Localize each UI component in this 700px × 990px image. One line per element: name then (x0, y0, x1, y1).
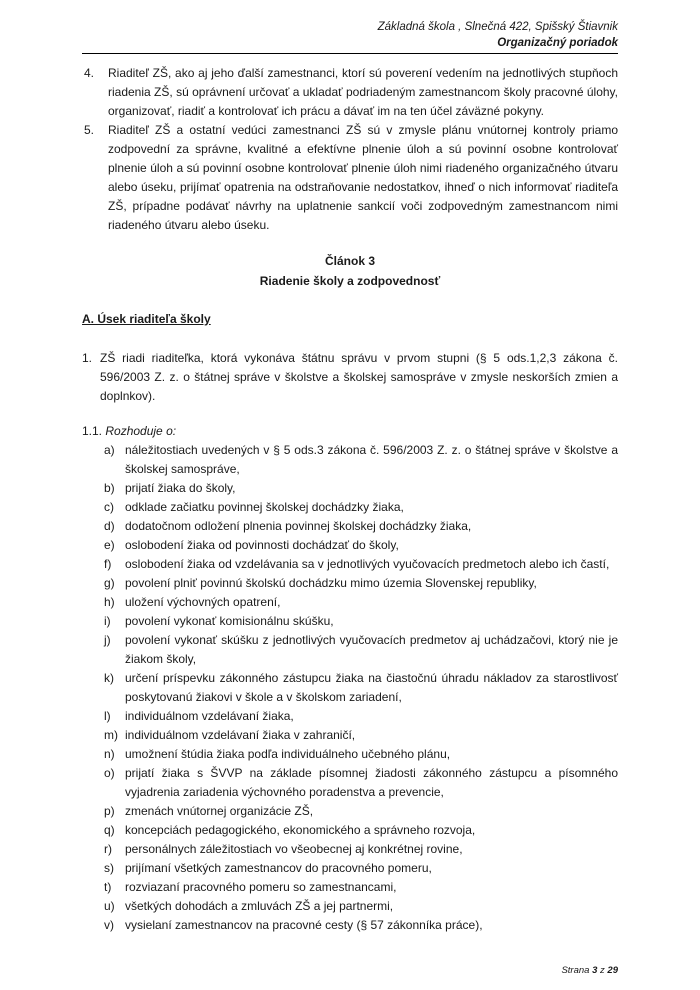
list-item-text: povolení plniť povinnú školskú dochádzku mimo územia Slovenskej republiky, (125, 576, 537, 590)
header-divider (82, 53, 618, 54)
list-item-text: oslobodení žiaka od vzdelávania sa v jednotlivých vyučovacích predmetoch alebo ich častí, (125, 557, 610, 571)
paragraph-5 (82, 121, 618, 235)
list-item-marker: a) (104, 443, 115, 457)
list-item (82, 555, 618, 574)
header-document-title: Organizačný poriadok (497, 37, 618, 49)
list-item (82, 802, 618, 821)
list-item-marker: l) (104, 709, 111, 723)
paragraph-text: Riaditeľ ZŠ, ako aj jeho ďalší zamestnanci, ktorí sú poverení vedením na jednotlivých stupňoch riadenia ZŠ, sú oprávnení určovať a ukladať podriadeným zamestnancom školy pracovné úlohy, organizovať, riadiť a kontrolovať ich prácu a dávať im na ten účel záväzné pokyny. (108, 66, 618, 118)
list-item-marker: j) (104, 633, 111, 647)
list-item-text: vysielaní zamestnancov na pracovné cesty (§ 57 zákonníka práce), (125, 918, 483, 932)
list-item-marker: i) (104, 614, 111, 628)
list-item (82, 764, 618, 802)
list-item-marker: g) (104, 576, 115, 590)
list-item-text: náležitostiach uvedených v § 5 ods.3 zákona č. 596/2003 Z. z. o štátnej správe v školstve a školskej samospráve, (125, 443, 618, 476)
list-item-text: oslobodení žiaka od povinnosti dochádzať do školy, (125, 538, 399, 552)
page-number: 3 (592, 965, 598, 976)
list-item-marker: u) (104, 899, 115, 913)
list-item (82, 821, 618, 840)
list-item (82, 859, 618, 878)
list-item-text: individuálnom vzdelávaní žiaka, (125, 709, 294, 723)
list-item-marker: b) (104, 481, 115, 495)
list-item (82, 574, 618, 593)
list-item-text: uložení výchovných opatrení, (125, 595, 281, 609)
list-item-marker: q) (104, 823, 115, 837)
list-item (82, 669, 618, 707)
list-item-marker: c) (104, 500, 114, 514)
page-label: Strana (561, 965, 590, 976)
list-item-marker: f) (104, 557, 112, 571)
page-header (378, 19, 618, 51)
list-item-text: všetkých dohodách a zmluvách ZŠ a jej partnermi, (125, 899, 394, 913)
section-heading: A. Úsek riaditeľa školy (82, 312, 211, 326)
list-item (82, 631, 618, 669)
list-item-text: určení príspevku zákonného zástupcu žiaka na čiastočnú úhradu nákladov za starostlivosť poskytovanú žiakovi v škole a v školskom zariadení, (125, 671, 618, 704)
list-item (82, 536, 618, 555)
list-item-marker: v) (104, 918, 114, 932)
decision-list (82, 441, 618, 935)
list-item-marker: s) (104, 861, 114, 875)
list-item-marker: e) (104, 538, 115, 552)
subsection-number: 1.1. (82, 424, 103, 438)
list-item-text: prijatí žiaka s ŠVVP na základe písomnej žiadosti zákonného zástupcu a písomného vyjadrenia zariadenia výchovného poradenstva a prevencie, (125, 766, 618, 799)
list-item-marker: p) (104, 804, 115, 818)
list-item-text: koncepciách pedagogického, ekonomického a správneho rozvoja, (125, 823, 476, 837)
paragraph-4 (82, 64, 618, 121)
list-item-text: povolení vykonať komisionálnu skúšku, (125, 614, 334, 628)
list-item (82, 479, 618, 498)
list-item-marker: h) (104, 595, 115, 609)
list-item-marker: n) (104, 747, 115, 761)
list-item-text: povolení vykonať skúšku z jednotlivých vyučovacích predmetov aj uchádzačovi, ktorý nie je žiakom školy, (125, 633, 618, 666)
list-item (82, 878, 618, 897)
header-school-name: Základná škola , Slnečná 422, Spišský Štiavnik (377, 21, 618, 33)
list-item-marker: k) (104, 671, 114, 685)
list-item-marker: m) (104, 728, 118, 742)
list-item (82, 593, 618, 612)
paragraph-number: 1. (82, 351, 93, 365)
list-item (82, 517, 618, 536)
page-total: 29 (607, 965, 618, 976)
list-item-text: odklade začiatku povinnej školskej dochádzky žiaka, (125, 500, 404, 514)
list-item-marker: r) (104, 842, 112, 856)
list-item-text: personálnych záležitostiach vo všeobecnej aj konkrétnej rovine, (125, 842, 463, 856)
page-footer (561, 965, 618, 976)
paragraph-number: 5. (84, 123, 95, 137)
article-number: Článok 3 (324, 254, 375, 268)
list-item-marker: o) (104, 766, 115, 780)
list-item-text: prijímaní všetkých zamestnancov do pracovného pomeru, (125, 861, 432, 875)
subsection-label: Rozhoduje o: (105, 424, 177, 438)
article-title: Riadenie školy a zodpovednosť (259, 274, 441, 288)
article-heading (82, 251, 618, 291)
list-item-text: prijatí žiaka do školy, (125, 481, 236, 495)
list-item-text: individuálnom vzdelávaní žiaka v zahraničí, (125, 728, 356, 742)
list-item-text: umožnení štúdia žiaka podľa individuálneho učebného plánu, (125, 747, 451, 761)
list-item-marker: d) (104, 519, 115, 533)
list-item (82, 707, 618, 726)
paragraph-text: Riaditeľ ZŠ a ostatní vedúci zamestnanci ZŠ sú v zmysle plánu vnútornej kontroly priamo zodpovední za správne, kvalitné a efektívne plnenie úloh a sú povinní osobne kontrolovať plnenie úloh a sú povinní osobne kontrolovať plnenie úloh nimi riadeného organizačného útvaru alebo úseku, prijímať opatrenia na odstraňovanie nedostatkov, ihneď o nich informovať riaditeľa ZŠ, prípadne podávať návrhy na uplatnenie sankcií voči zodpovedným zamestnancom nimi riadeného útvaru alebo úseku. (108, 123, 618, 232)
list-item (82, 441, 618, 479)
list-item (82, 745, 618, 764)
list-item-marker: t) (104, 880, 112, 894)
page-separator: z (600, 965, 605, 976)
list-item (82, 726, 618, 745)
list-item-text: dodatočnom odložení plnenia povinnej školskej dochádzky žiaka, (125, 519, 472, 533)
list-item-text: zmenách vnútornej organizácie ZŠ, (125, 804, 314, 818)
list-item (82, 897, 618, 916)
paragraph-text: ZŠ riadi riaditeľka, ktorá vykonáva štátnu správu v prvom stupni (§ 5 ods.1,2,3 zákona č. 596/2003 Z. z. o štátnej správe v školstve a školskej samospráve v zmysle neskorších zmien a doplnkov). (100, 351, 618, 403)
page-content (82, 64, 618, 935)
section-paragraph-1 (82, 349, 618, 406)
subsection-heading (82, 422, 618, 441)
list-item (82, 916, 618, 935)
list-item-text: rozviazaní pracovného pomeru so zamestnancami, (125, 880, 397, 894)
list-item (82, 498, 618, 517)
list-item (82, 840, 618, 859)
paragraph-number: 4. (84, 66, 95, 80)
list-item (82, 612, 618, 631)
